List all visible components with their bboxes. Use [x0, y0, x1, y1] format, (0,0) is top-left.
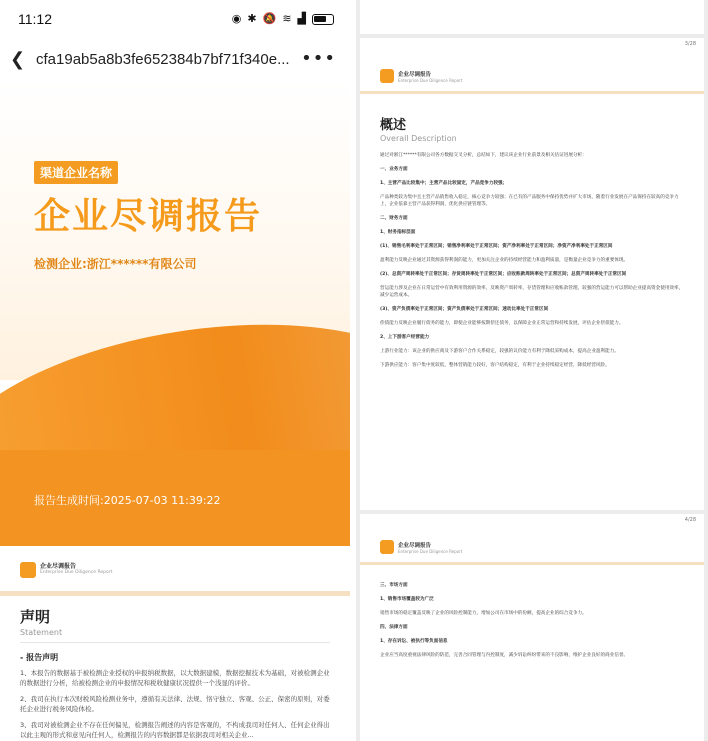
body-text: 通过对浙江******有限公司各方数据交叉分析，总结如下，建议该企业行业前景及相关估证进展分析： — [380, 153, 587, 158]
page-2-fragment — [360, 0, 704, 34]
tested-company: 检测企业:浙江******有限公司 — [34, 257, 197, 271]
statement-title: 声明 — [20, 608, 51, 626]
report-logo-icon — [380, 540, 394, 554]
page-4 — [360, 514, 704, 741]
body-text: 偿债能力反映企业履行债务的能力，即使企业能够按期偿还债务，以保障企业正常运营和持续发展，评估企业偿债能力。 — [380, 321, 624, 326]
document-pages[interactable] — [356, 0, 708, 741]
phone-viewer — [0, 0, 350, 741]
status-time: 11:12 — [18, 11, 52, 27]
overview-subtitle: Overall Description — [380, 134, 457, 143]
battery-icon — [312, 14, 334, 25]
section-heading: 1、存在诉讼、被执行等负面信息 — [380, 639, 448, 644]
body-text: 销售市场的稳定覆盖反映了企业的风险控制能力，增加公司在市场中的份额，提高企业的综合竞争力。 — [380, 611, 587, 616]
header-divider — [360, 91, 704, 94]
section-heading: 2、上下游客户经营能力 — [380, 335, 430, 340]
logo-text: 企业尽调报告 — [398, 72, 432, 78]
statement-paragraph: 2、我司在执行本次财税风险检测业务中，遵循有关法律、法规、恪守独立、客观、公正、保密的原则，对委托企业进行税务风险体检。 — [20, 695, 330, 713]
logo-text: 企业尽调报告 — [398, 543, 432, 549]
status-icons — [232, 12, 334, 26]
statement-subtitle: Statement — [20, 628, 63, 637]
section-heading: 1、财务指标层面 — [380, 230, 416, 235]
divider — [20, 642, 330, 643]
chevron-left-icon[interactable]: ❮ — [10, 49, 26, 70]
cover-title: 企业尽调报告 — [34, 196, 263, 237]
header-divider — [360, 562, 704, 565]
report-date: 报告生成时间:2025-07-03 11:39:22 — [34, 494, 221, 507]
section-heading: 二、财务方面 — [380, 216, 408, 221]
body-text: 企业应当高度重视法律风险的防范，完善合同管理与内控制度，减少诉讼纠纷带来的不良影响，维护企业良好的商业信誉。 — [380, 653, 629, 658]
section-heading: - 报告声明 — [20, 653, 59, 662]
overview-title: 概述 — [380, 118, 407, 133]
page-3 — [360, 38, 704, 510]
logo-text: 企业尽调报告 — [40, 563, 77, 570]
section-heading: (1)、销售毛利率处于正常区间；销售净利率处于正常区间；资产净利率处于正常区间；净资产净利率处于正常区间 — [380, 244, 613, 249]
bluetooth-icon: ✱ — [247, 12, 257, 25]
section-heading: 1、主营产品比较集中；主营产品比较固定，产品竞争力较强； — [380, 181, 508, 186]
document-title: cfa19ab5a8b3fe652384b7bf71f340e... — [36, 51, 290, 68]
body-text: 上游行业能力：该企业的供应商及下游客户合作关系稳定，较强的议价能力有利于降低采购成本，提高企业盈利能力。 — [380, 349, 619, 354]
section-heading: 一、业务方面 — [380, 167, 408, 172]
header-divider — [0, 591, 350, 596]
logo-subtext: Enterprise Due Diligence Report — [40, 570, 113, 575]
eye-icon: ◉ — [231, 12, 242, 25]
report-logo-icon — [380, 69, 394, 83]
section-heading: (3)、资产负债率处于正常区间；资产负债率处于正常区间；速动比率处于正常区间 — [380, 307, 549, 312]
body-text: 下游供应能力：客户集中度较低，整体营销能力较好，客户结构稳定，有利于企业持续稳定经营，降低经营风险。 — [380, 363, 610, 368]
report-logo-icon — [20, 562, 36, 578]
page-number: 4/28 — [684, 517, 696, 523]
statement-paragraph: 3、我司对被检测企业不存在任何偏见，检测报告阐述的内容是客观的，不构成我司对任何人、任何企业得出以此主观的形式和意见向任何人，检测报告的内容数据都是依据我司对相关企业... — [20, 721, 330, 739]
logo-subtext: Enterprise Due Diligence Report — [398, 78, 463, 83]
section-heading: 四、法律方面 — [380, 625, 408, 630]
section-heading: 1、销售市场覆盖较为广泛 — [380, 597, 434, 602]
body-text: 产品种类较为集中且主营产品销售收入稳定，核心竞争力较强；在已有的产品服务中保持优势并扩大市场，随着行业发展在产品保持在较高的竞争力上，企业依靠主营产品获得利润，优化供应链管理等。 — [380, 195, 679, 207]
wifi-icon: ≋ — [282, 12, 292, 25]
more-icon[interactable]: ••• — [301, 48, 336, 69]
mute-icon: 🔕 — [262, 12, 277, 25]
statement-page — [0, 546, 350, 741]
body-text: 盈利能力反映企业通过其资源获得利润的能力，更加关注企业的持续经营能力和盈利质量，是衡量企业竞争力的重要体现。 — [380, 258, 629, 263]
nav-bar — [0, 40, 350, 80]
report-cover — [0, 80, 350, 546]
body-text: 营运能力涉及企业在日常运营中有效利用资源的效率，反映资产周转率，存货管理和应收账款管理，较强的营运能力可以帮助企业提高资金使用效率，减少运营成本。 — [380, 286, 684, 298]
page-number: 3/28 — [684, 41, 696, 47]
logo-subtext: Enterprise Due Diligence Report — [398, 549, 463, 554]
status-bar — [0, 0, 350, 40]
channel-company-tag: 渠道企业名称 — [34, 161, 118, 184]
section-heading: 三、市场方面 — [380, 583, 408, 588]
section-heading: (2)、总资产周转率处于正常区间；存货周转率处于正常区间；应收账款周转率处于正常区间；总资产周转率处于正常区间 — [380, 272, 627, 277]
signal-icon: ▟ — [297, 12, 306, 25]
statement-paragraph: 1、本报告的数据基于被检测企业授权的申报纳税数据，以大数据建模，数据挖掘技术为基础，对被检测企业的数据进行分析，给被检测企业的申报情况和税收健康状况提供一个浅显的评价。 — [20, 669, 330, 687]
